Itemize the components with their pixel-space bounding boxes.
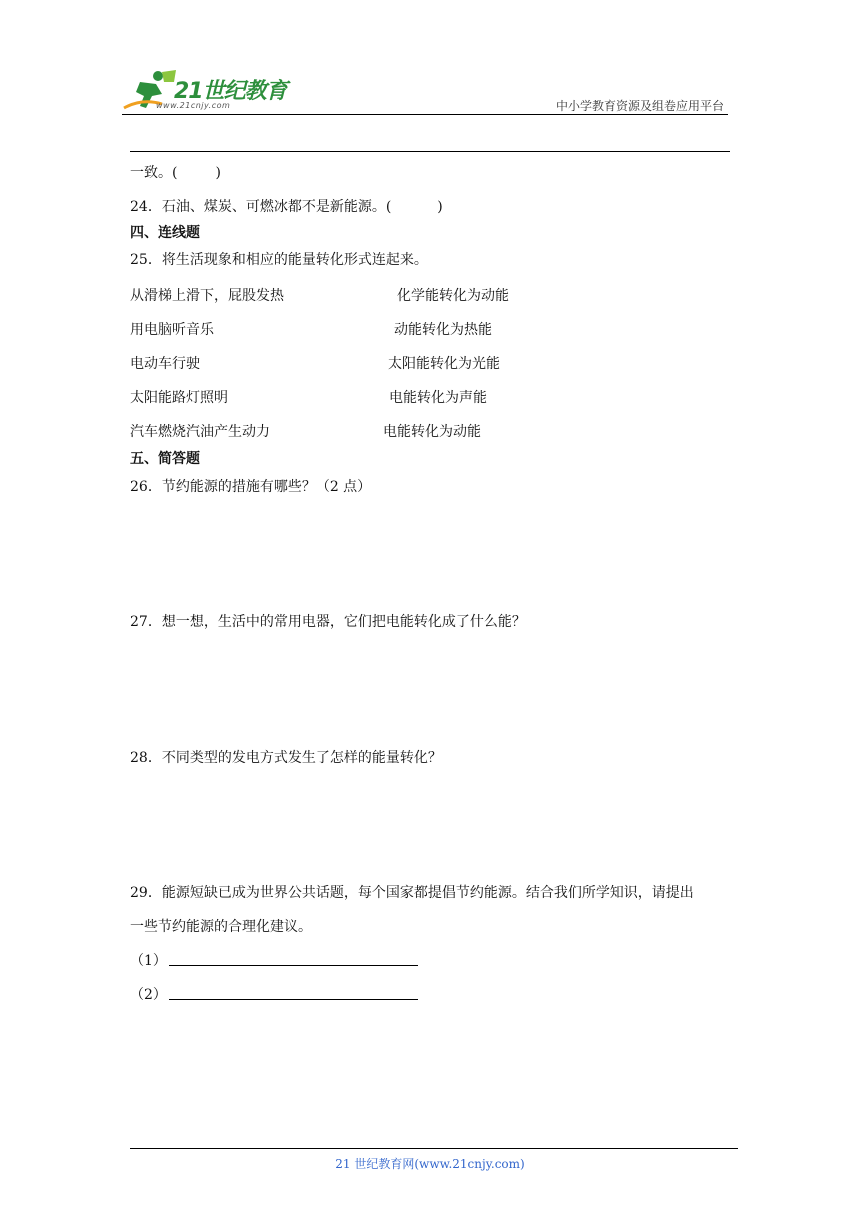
answer-1-label: （1） <box>130 953 167 969</box>
question-27: 27．想一想，生活中的常用电器，它们把电能转化成了什么能？ <box>130 614 526 630</box>
logo-text: 21世纪教育 <box>174 79 287 104</box>
question-29-line1: 29．能源短缺已成为世界公共话题，每个国家都提倡节约能源。结合我们所学知识，请提出 <box>130 885 694 901</box>
question-25: 25．将生活现象和相应的能量转化形式连起来。 <box>130 252 428 268</box>
logo <box>122 68 292 116</box>
matching-left-item: 电动车行驶 <box>130 356 200 372</box>
matching-left-item: 用电脑听音乐 <box>130 322 214 338</box>
matching-right-item: 电能转化为动能 <box>383 424 481 440</box>
question-26: 26．节约能源的措施有哪些？（2 点） <box>130 479 372 495</box>
matching-right-item: 电能转化为声能 <box>389 390 487 406</box>
matching-left-item: 从滑梯上滑下，屁股发热 <box>130 288 284 304</box>
section-short-answer-title: 五、简答题 <box>130 451 200 467</box>
matching-right-item: 太阳能转化为光能 <box>388 356 500 372</box>
logo-url: www.21cnjy.com <box>156 101 231 110</box>
header-rule-bottom <box>130 151 730 152</box>
question-28: 28．不同类型的发电方式发生了怎样的能量转化？ <box>130 750 442 766</box>
question-24: 24．石油、煤炭、可燃冰都不是新能源。( ) <box>130 199 443 215</box>
section-matching-title: 四、连线题 <box>130 225 200 241</box>
header-rule-top <box>122 114 728 115</box>
question-29-line2: 一些节约能源的合理化建议。 <box>130 919 312 935</box>
matching-right-item: 动能转化为热能 <box>394 322 492 338</box>
platform-name: 中小学教育资源及组卷应用平台 <box>555 99 724 113</box>
matching-left-item: 太阳能路灯照明 <box>130 390 228 406</box>
matching-left-item: 汽车燃烧汽油产生动力 <box>130 424 270 440</box>
footer-text: 21 世纪教育网(www.21cnjy.com) <box>335 1157 525 1171</box>
footer-rule <box>130 1148 738 1149</box>
answer-2-blank[interactable] <box>169 999 418 1000</box>
answer-1-blank[interactable] <box>169 965 418 966</box>
continuation-line: 一致。( ) <box>130 165 221 181</box>
matching-right-item: 化学能转化为动能 <box>397 288 509 304</box>
answer-2-label: （2） <box>130 987 167 1003</box>
